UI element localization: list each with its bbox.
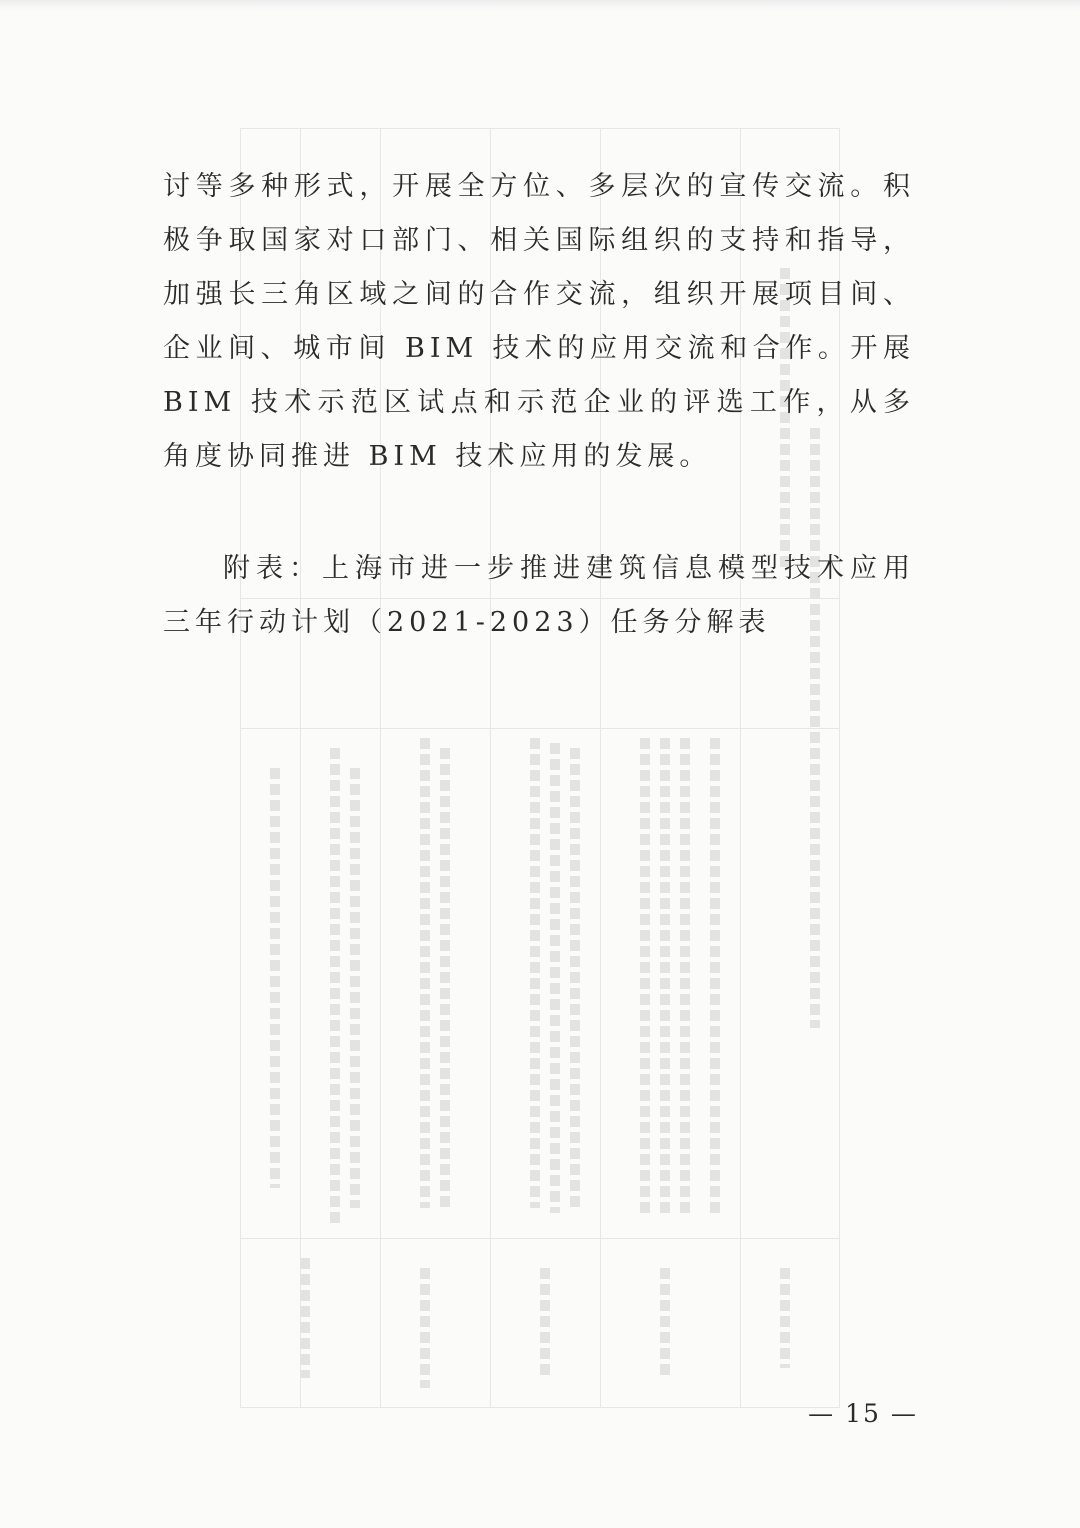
appendix-note: 附表：上海市进一步推进建筑信息模型技术应用三年行动计划（2021-2023）任务分解表	[163, 553, 915, 638]
page-number: — 15 —	[808, 1399, 918, 1428]
page-top-edge	[0, 0, 1080, 10]
body-paragraph: 讨等多种形式，开展全方位、多层次的宣传交流。积极争取国家对口部门、相关国际组织的支持和指导，加强长三角区域之间的合作交流，组织开展项目间、企业间、城市间 BIM 技术的应用交流和合作。开展 BIM 技术示范区试点和示范企业的评选工作，从多角度协同推进 BIM 技术应用的发展。	[163, 171, 915, 472]
